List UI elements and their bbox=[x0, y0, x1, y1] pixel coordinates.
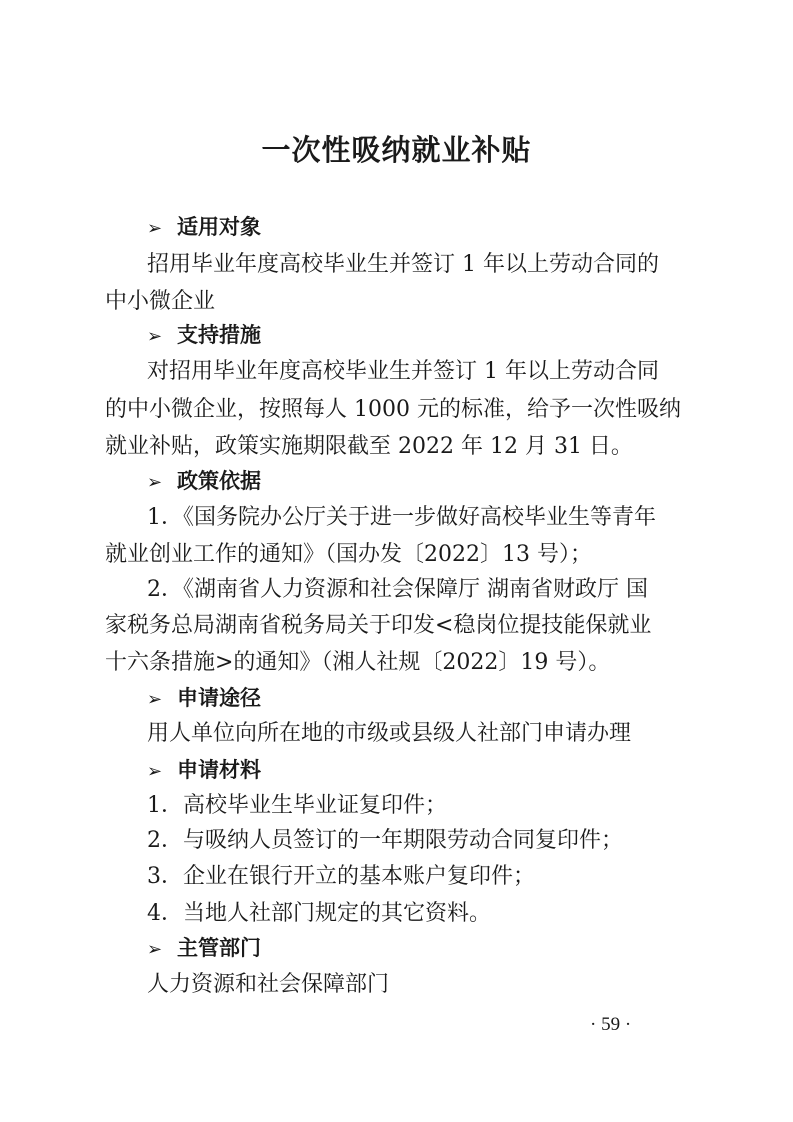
paragraph-line: 用人单位向所在地的市级或县级人社部门申请办理 bbox=[147, 721, 632, 746]
page-title: 一次性吸纳就业补贴 bbox=[261, 133, 532, 167]
list-item: 3．企业在银行开立的基本账户复印件； bbox=[147, 864, 535, 889]
paragraph-line: 十六条措施>的通知》（湘人社规〔2022〕19 号）。 bbox=[105, 650, 611, 675]
section-heading-basis bbox=[147, 466, 707, 498]
section-heading-label: 政策依据 bbox=[177, 469, 261, 493]
arrow-bullet-icon: ➢ bbox=[147, 761, 163, 782]
section-heading-measures bbox=[147, 320, 707, 352]
paragraph-line: 对招用毕业年度高校毕业生并签订 1 年以上劳动合同 bbox=[147, 359, 659, 384]
section-heading-label: 申请途径 bbox=[177, 686, 261, 710]
list-item: 4．当地人社部门规定的其它资料。 bbox=[147, 901, 491, 926]
list-item: 1．高校毕业生毕业证复印件； bbox=[147, 793, 447, 818]
section-heading-label: 申请材料 bbox=[177, 758, 261, 782]
paragraph-line: 就业创业工作的通知》（国办发〔2022〕13 号）； bbox=[105, 542, 592, 567]
section-heading-label: 主管部门 bbox=[177, 936, 261, 960]
paragraph-line: 就业补贴，政策实施期限截至 2022 年 12 月 31 日。 bbox=[105, 434, 633, 459]
section-heading-label: 适用对象 bbox=[177, 215, 261, 239]
section-heading-target bbox=[147, 212, 707, 244]
arrow-bullet-icon: ➢ bbox=[147, 689, 163, 710]
arrow-bullet-icon: ➢ bbox=[147, 218, 163, 239]
section-heading-materials bbox=[147, 755, 707, 787]
section-heading-label: 支持措施 bbox=[177, 323, 261, 347]
paragraph-line: 人力资源和社会保障部门 bbox=[147, 972, 390, 997]
paragraph-line: 招用毕业年度高校毕业生并签订 1 年以上劳动合同的 bbox=[147, 252, 659, 277]
page-number: · 59 · bbox=[590, 1014, 632, 1035]
paragraph-line: 家税务总局湖南省税务局关于印发<稳岗位提技能保就业 bbox=[105, 613, 652, 638]
paragraph-line: 的中小微企业，按照每人 1000 元的标准，给予一次性吸纳 bbox=[105, 397, 681, 422]
section-heading-channel bbox=[147, 683, 707, 715]
section-heading-department bbox=[147, 933, 707, 965]
arrow-bullet-icon: ➢ bbox=[147, 326, 163, 347]
arrow-bullet-icon: ➢ bbox=[147, 939, 163, 960]
paragraph-line: 1．《国务院办公厅关于进一步做好高校毕业生等青年 bbox=[147, 505, 656, 530]
paragraph-line: 2．《湖南省人力资源和社会保障厅 湖南省财政厅 国 bbox=[147, 577, 648, 602]
list-item: 2．与吸纳人员签订的一年期限劳动合同复印件； bbox=[147, 828, 623, 853]
paragraph-line: 中小微企业 bbox=[105, 289, 216, 314]
arrow-bullet-icon: ➢ bbox=[147, 472, 163, 493]
